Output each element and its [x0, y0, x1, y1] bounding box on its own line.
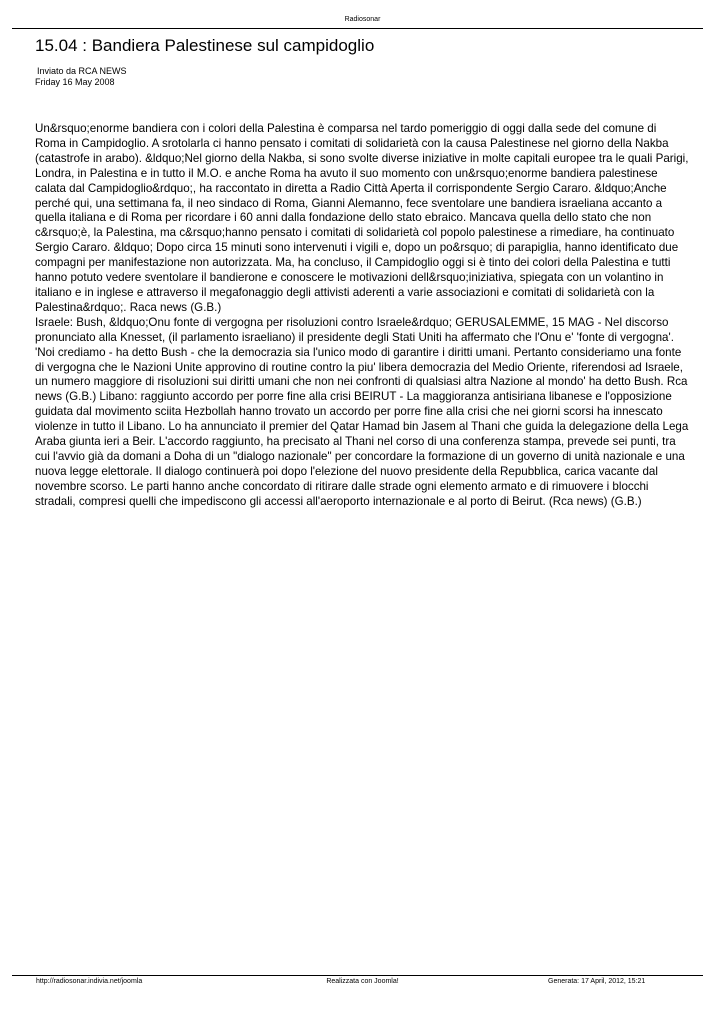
site-name: Radiosonar	[344, 16, 381, 23]
article-paragraph: Un&rsquo;enorme bandiera con i colori della Palestina è comparsa nel tardo pomeriggio di oggi dalla sede del comune di Roma in Campidoglio. A srotolarla ci hanno pensato i comitati di solidarietà con la causa Palestinese nel giorno della Nakba (catastrofe in arabo). &ldquo;Nel giorno della Nakba, si sono svolte diverse iniziative in molte capitali europee tra le quali Parigi, Londra, in Palestina e in tutto il M.O. e anche Roma ha avuto il suo momento con un&rsquo;enorme bandiera palestinese calata dal Campidoglio&rdquo;, ha raccontato in diretta a Radio Città Aperta il corrispondente Sergio Cararo. &ldquo;Anche perché qui, una settimana fa, il neo sindaco di Roma, Gianni Alemanno, fece sventolare une bandiera israeliana accanto a quella italiana e di Roma per ricordare i 60 anni dalla fondazione dello stato ebraico. Mancava quella dello stato che non c&rsquo;è, la Palestina, ma c&rsquo;hanno pensato i comitati di solidarietà col popolo palestinese a rimediare, ha continuato Sergio Cararo. &ldquo; Dopo circa 15 minuti sono intervenuti i vigili e, dopo un po&rsquo; di parapiglia, hanno identificato due compagni per manifestazione non autorizzata. Ma, ha concluso, il Campidoglio oggi si è tinto dei colori della Palestina e tutti hanno potuto vedere sventolare il bandierone e conoscere le motivazioni dell&rsquo;iniziativa, spiegata con un volantino in italiano e in inglese e attraverso il megafonaggio degli attivisti aderenti a varie associazioni e comitati di solidarietà con la Palestina&rdquo;. Raca news (G.B.)	[35, 122, 689, 314]
footer-generated-date: Generata: 17 April, 2012, 15:21	[548, 978, 646, 985]
article-author: Inviato da RCA NEWS	[37, 66, 127, 76]
footer-credit: Realizzata con Joomla!	[326, 978, 399, 985]
footer-url-link[interactable]: http://radiosonar.indivia.net/joomla	[36, 978, 143, 985]
footer-divider	[12, 975, 703, 976]
article-date: Friday 16 May 2008	[35, 77, 115, 87]
header-divider	[12, 28, 703, 29]
article-paragraph: Israele: Bush, &ldquo;Onu fonte di vergogna per risoluzioni contro Israele&rdquo; GERUSALEMME, 15 MAG - Nel discorso pronunciato alla Knesset, (il parlamento israeliano) il presidente degli Stati Uniti ha affermato che l'Onu e' 'fonte di vergogna'. 'Noi crediamo - ha detto Bush - che la democrazia sia l'unico modo di garantire i diritti umani. Pertanto consideriamo una fonte di vergogna che le Nazioni Unite approvino di routine contro la piu' libera democrazia del Medio Oriente, riferendosi ad Israele, un numero maggiore di risoluzioni sui diritti umani che non nei confronti di qualsiasi altra Nazione al mondo' ha detto Bush. Rca news (G.B.) Libano: raggiunto accordo per porre fine alla crisi BEIRUT - La maggioranza antisiriana libanese e l'opposizione guidata dal movimento sciita Hezbollah hanno trovato un accordo per porre fine alla crisi che nei giorni scorsi ha innescato violenze in tutto il Libano. Lo ha annunciato il premier del Qatar Hamad bin Jasem al Thani che guida la delegazione della Lega Araba giunta ieri a Beir. L'accordo raggiunto, ha precisato al Thani nel corso di una conferenza stampa, prevede sei punti, tra cui l'avvio già da domani a Doha di un "dialogo nazionale" per concordare la formazione di un governo di unità nazionale e una nuova legge elettorale. Il dialogo continuerà poi dopo l'elezione del nuovo presidente della Repubblica, carica vacante dal novembre scorso. Le parti hanno anche concordato di ritirare dalle strade ogni elemento armato e di rimuovere i blocchi stradali, compresi quelli che impediscono gli accessi all'aeroporto internazionale e al porto di Beirut. (Rca news) (G.B.)	[35, 315, 689, 508]
article-title: 15.04 : Bandiera Palestinese sul campidoglio	[35, 36, 375, 55]
article-body	[35, 122, 690, 510]
